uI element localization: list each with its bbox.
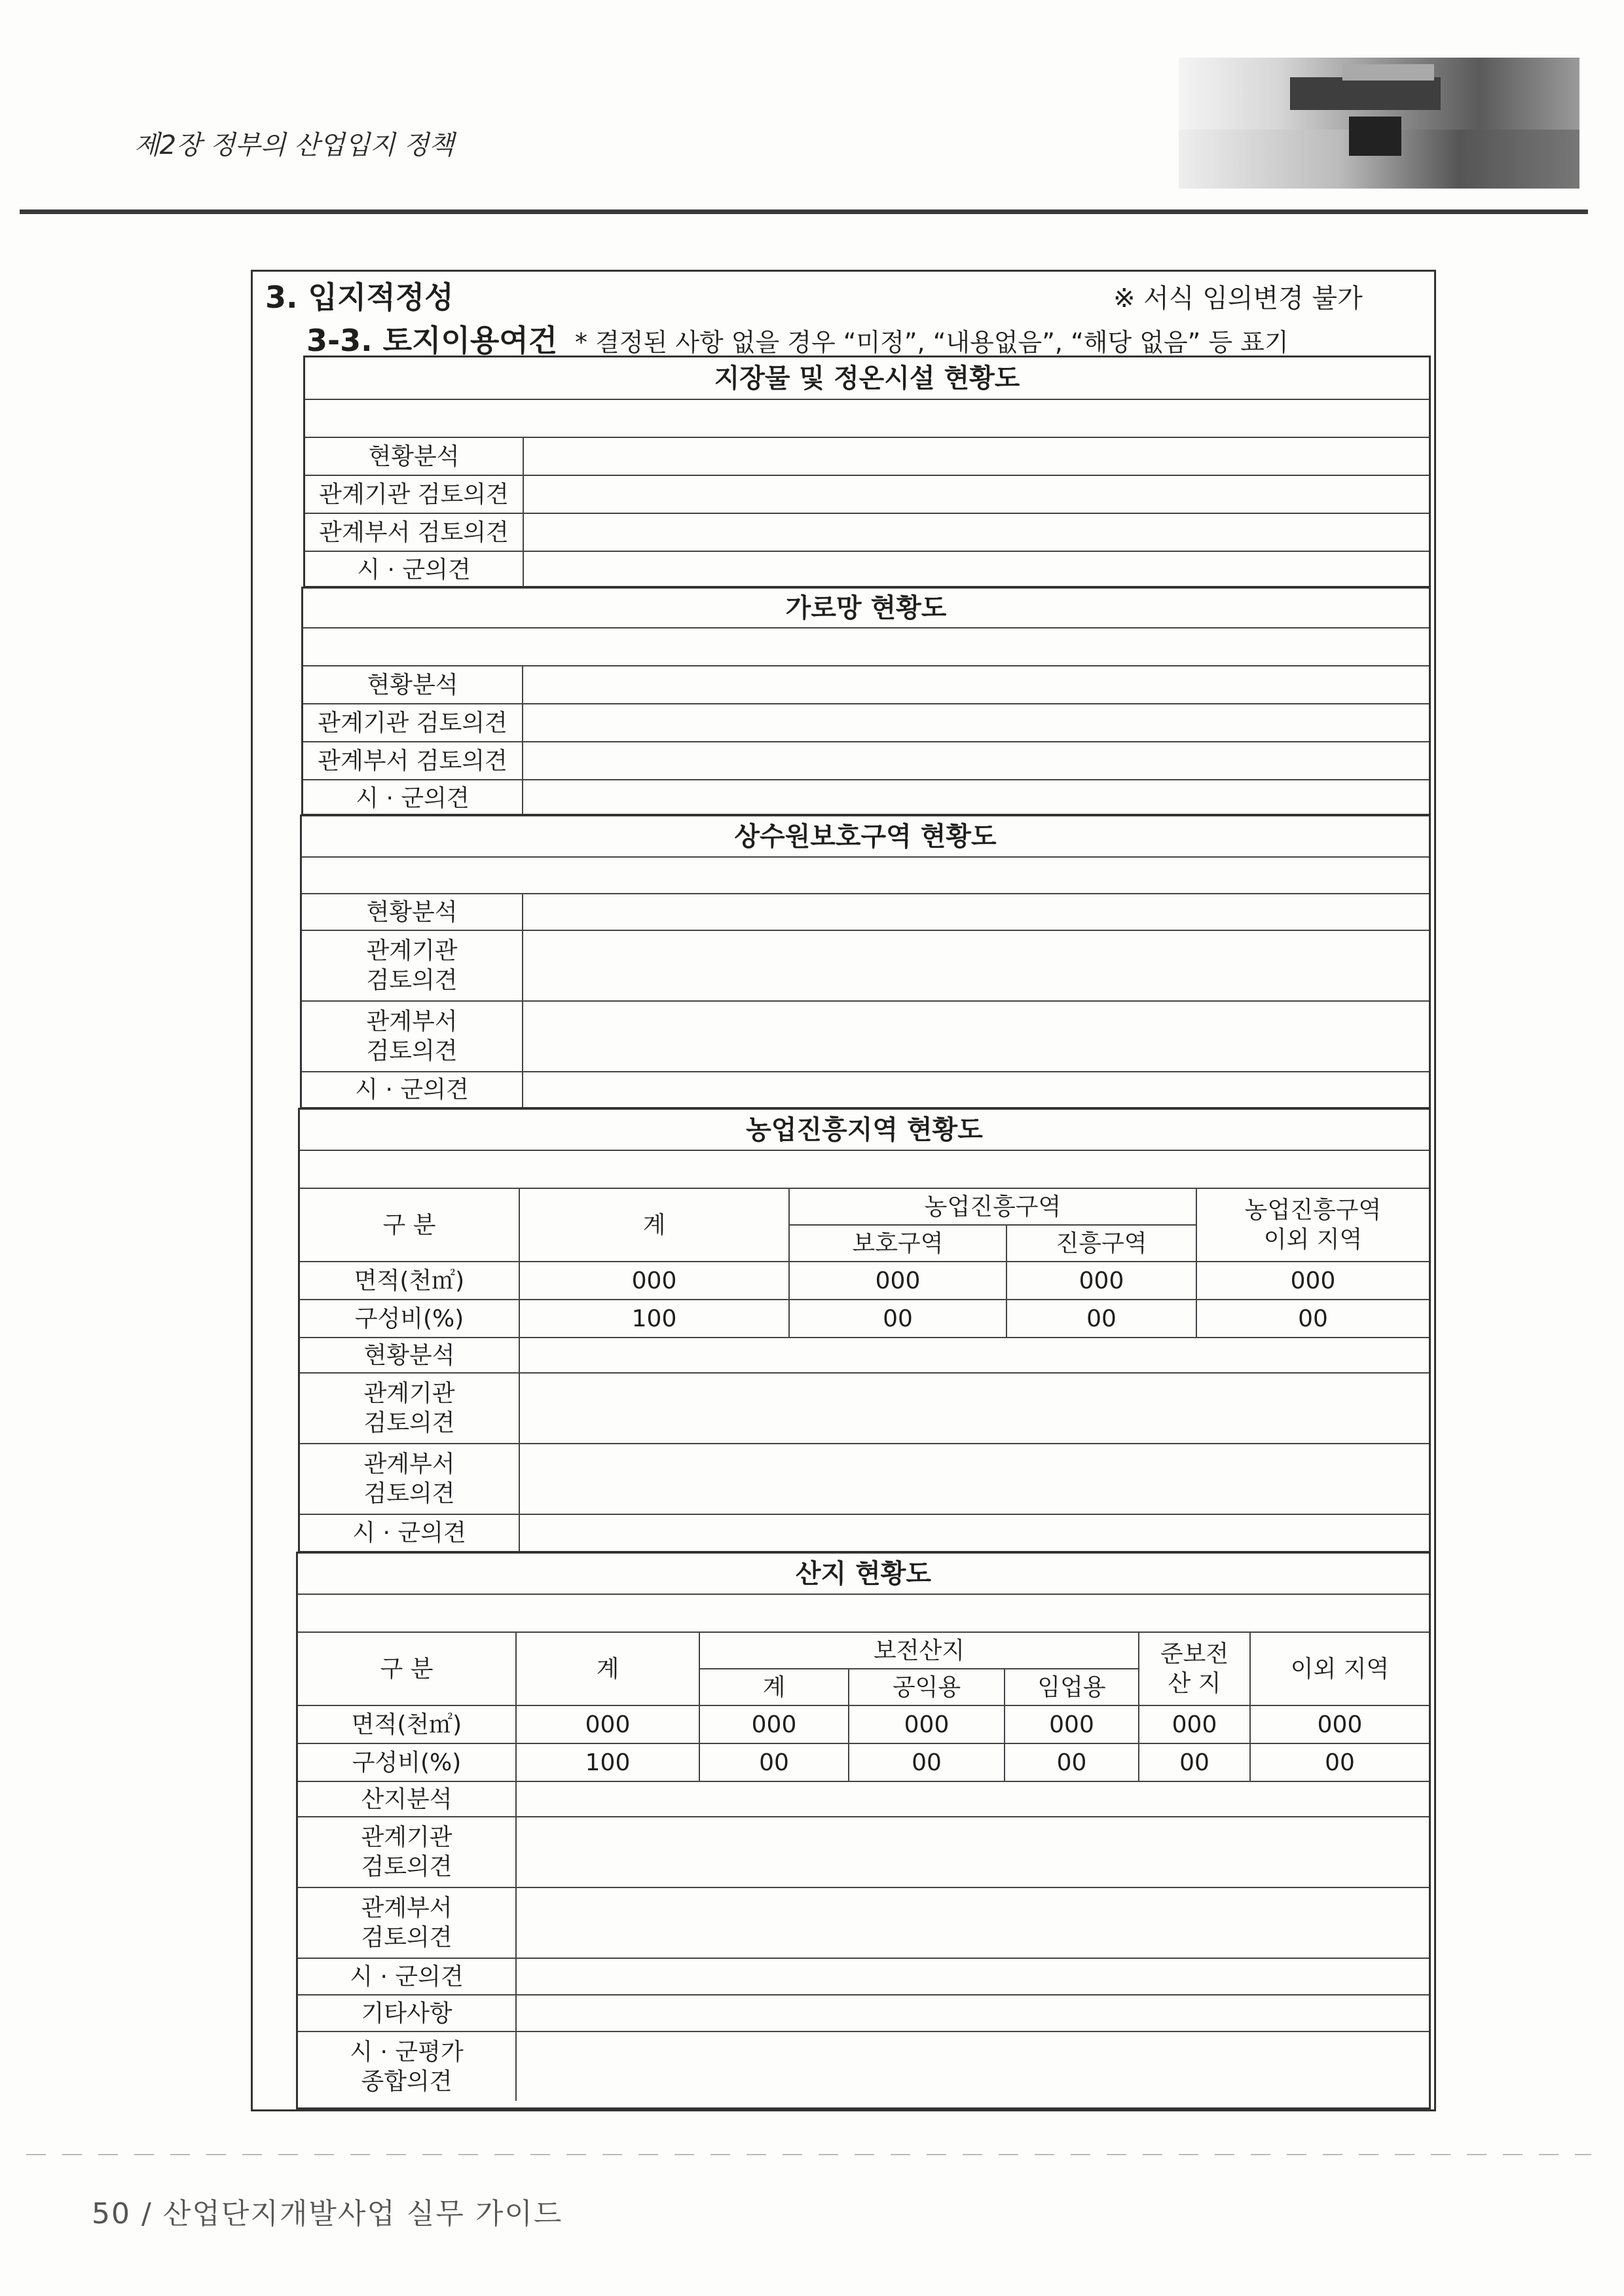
data-label: 구성비(%)	[298, 1743, 516, 1781]
header-sub: 보호구역	[789, 1225, 1006, 1262]
row-input[interactable]	[523, 666, 1429, 704]
block-roads	[301, 587, 1431, 816]
chapter-title: 제2장 정부의 산업입지 정책	[134, 130, 454, 160]
row-label: 기타사항	[298, 1995, 516, 2032]
block-title: 지장물 및 정온시설 현황도	[305, 357, 1429, 399]
data-cell[interactable]: 00	[1005, 1743, 1139, 1781]
row-label: 관계부서 검토의견	[298, 1887, 516, 1958]
block-obstacles	[303, 355, 1431, 588]
block-title: 농업진흥지역 현황도	[300, 1110, 1429, 1150]
row-label: 시 · 군평가 종합의견	[298, 2032, 516, 2101]
row-input[interactable]	[516, 2032, 1429, 2101]
header-sub: 계	[699, 1669, 849, 1705]
row-input[interactable]	[523, 894, 1429, 930]
block-title: 가로망 현황도	[303, 589, 1429, 628]
row-input[interactable]	[523, 1001, 1429, 1072]
row-label: 산지분석	[298, 1781, 516, 1817]
map-area[interactable]	[298, 1594, 1429, 1632]
section-note: ※ 서식 임의변경 불가	[1113, 283, 1363, 314]
header-total: 계	[516, 1632, 699, 1705]
block-title: 산지 현황도	[298, 1554, 1429, 1594]
row-input[interactable]	[523, 1072, 1429, 1107]
row-label: 현황분석	[302, 894, 523, 930]
header-rule	[20, 210, 1588, 214]
row-label: 현황분석	[305, 437, 523, 475]
section-title: 3. 입지적정성	[265, 280, 454, 315]
row-input[interactable]	[516, 1817, 1429, 1887]
data-cell[interactable]: 000	[516, 1705, 699, 1743]
header-sub: 진흥구역	[1006, 1225, 1196, 1262]
data-label: 구성비(%)	[300, 1300, 519, 1338]
data-cell[interactable]: 000	[1005, 1705, 1139, 1743]
data-cell[interactable]: 00	[1196, 1300, 1429, 1338]
row-label: 시 · 군의견	[300, 1514, 519, 1551]
header-outside: 이외 지역	[1250, 1632, 1429, 1705]
row-input[interactable]	[519, 1338, 1429, 1373]
row-label: 관계기관 검토의견	[298, 1817, 516, 1887]
data-cell[interactable]: 000	[1139, 1705, 1250, 1743]
data-cell[interactable]: 000	[1196, 1262, 1429, 1300]
block-water-protection	[300, 814, 1431, 1109]
row-input[interactable]	[519, 1444, 1429, 1514]
row-label: 관계기관 검토의견	[305, 475, 523, 513]
header-group: 농업진흥구역	[789, 1188, 1196, 1225]
data-cell[interactable]: 100	[516, 1743, 699, 1781]
row-label: 관계기관 검토의견	[303, 704, 523, 742]
header-outside: 농업진흥구역 이외 지역	[1196, 1188, 1429, 1262]
row-label: 현황분석	[303, 666, 523, 704]
row-label: 관계기관 검토의견	[302, 930, 523, 1001]
data-cell[interactable]: 000	[1006, 1262, 1196, 1300]
row-label: 시 · 군의견	[298, 1958, 516, 1995]
footer-separator: /	[141, 2197, 163, 2231]
row-input[interactable]	[523, 551, 1429, 588]
footer-text: 산업단지개발사업 실무 가이드	[162, 2197, 563, 2231]
block-forest	[296, 1552, 1431, 2109]
data-cell[interactable]: 000	[1250, 1705, 1429, 1743]
row-input[interactable]	[523, 513, 1429, 551]
data-cell[interactable]: 000	[519, 1262, 789, 1300]
row-label: 시 · 군의견	[305, 551, 523, 588]
data-cell[interactable]: 00	[1006, 1300, 1196, 1338]
footer-rule	[26, 2154, 1591, 2155]
data-cell[interactable]: 100	[519, 1300, 789, 1338]
row-label: 관계부서 검토의견	[302, 1001, 523, 1072]
row-input[interactable]	[523, 437, 1429, 475]
page-number: 50	[92, 2197, 131, 2231]
row-input[interactable]	[516, 1958, 1429, 1995]
row-label: 시 · 군의견	[303, 780, 523, 816]
row-input[interactable]	[519, 1373, 1429, 1444]
data-cell[interactable]: 000	[789, 1262, 1006, 1300]
header-gubun: 구 분	[300, 1188, 519, 1262]
data-cell[interactable]: 00	[699, 1743, 849, 1781]
row-label: 관계기관 검토의견	[300, 1373, 519, 1444]
data-cell[interactable]: 00	[1139, 1743, 1250, 1781]
row-input[interactable]	[523, 930, 1429, 1001]
row-input[interactable]	[516, 1995, 1429, 2032]
subsection-note: * 결정된 사항 없을 경우 “미정”, “내용없음”, “해당 없음” 등 표기	[575, 328, 1289, 357]
row-input[interactable]	[523, 704, 1429, 742]
row-input[interactable]	[516, 1781, 1429, 1817]
subsection-title: 3-3. 토지이용여건	[306, 323, 558, 358]
data-cell[interactable]: 000	[849, 1705, 1005, 1743]
header-sub: 공익용	[849, 1669, 1005, 1705]
data-cell[interactable]: 00	[849, 1743, 1005, 1781]
data-cell[interactable]: 00	[789, 1300, 1006, 1338]
header-photo	[1179, 58, 1579, 189]
map-area[interactable]	[302, 857, 1429, 894]
data-cell[interactable]: 00	[1250, 1743, 1429, 1781]
row-input[interactable]	[523, 780, 1429, 816]
row-label: 관계부서 검토의견	[305, 513, 523, 551]
header-semi: 준보전 산 지	[1139, 1632, 1250, 1705]
header-group: 보전산지	[699, 1632, 1139, 1669]
data-label: 면적(천㎡)	[298, 1705, 516, 1743]
row-label: 관계부서 검토의견	[300, 1444, 519, 1514]
header-sub: 임업용	[1005, 1669, 1139, 1705]
data-label: 면적(천㎡)	[300, 1262, 519, 1300]
footer	[92, 2190, 563, 2232]
row-label: 현황분석	[300, 1338, 519, 1373]
map-area[interactable]	[305, 399, 1429, 437]
row-input[interactable]	[516, 1887, 1429, 1958]
map-area[interactable]	[300, 1150, 1429, 1188]
row-label: 시 · 군의견	[302, 1072, 523, 1107]
row-label: 관계부서 검토의견	[303, 742, 523, 780]
header-total: 계	[519, 1188, 789, 1262]
row-input[interactable]	[519, 1514, 1429, 1551]
map-area[interactable]	[303, 628, 1429, 666]
row-input[interactable]	[523, 475, 1429, 513]
header-gubun: 구 분	[298, 1632, 516, 1705]
block-farmland	[298, 1108, 1431, 1553]
row-input[interactable]	[523, 742, 1429, 780]
data-cell[interactable]: 000	[699, 1705, 849, 1743]
block-title: 상수원보호구역 현황도	[302, 816, 1429, 857]
